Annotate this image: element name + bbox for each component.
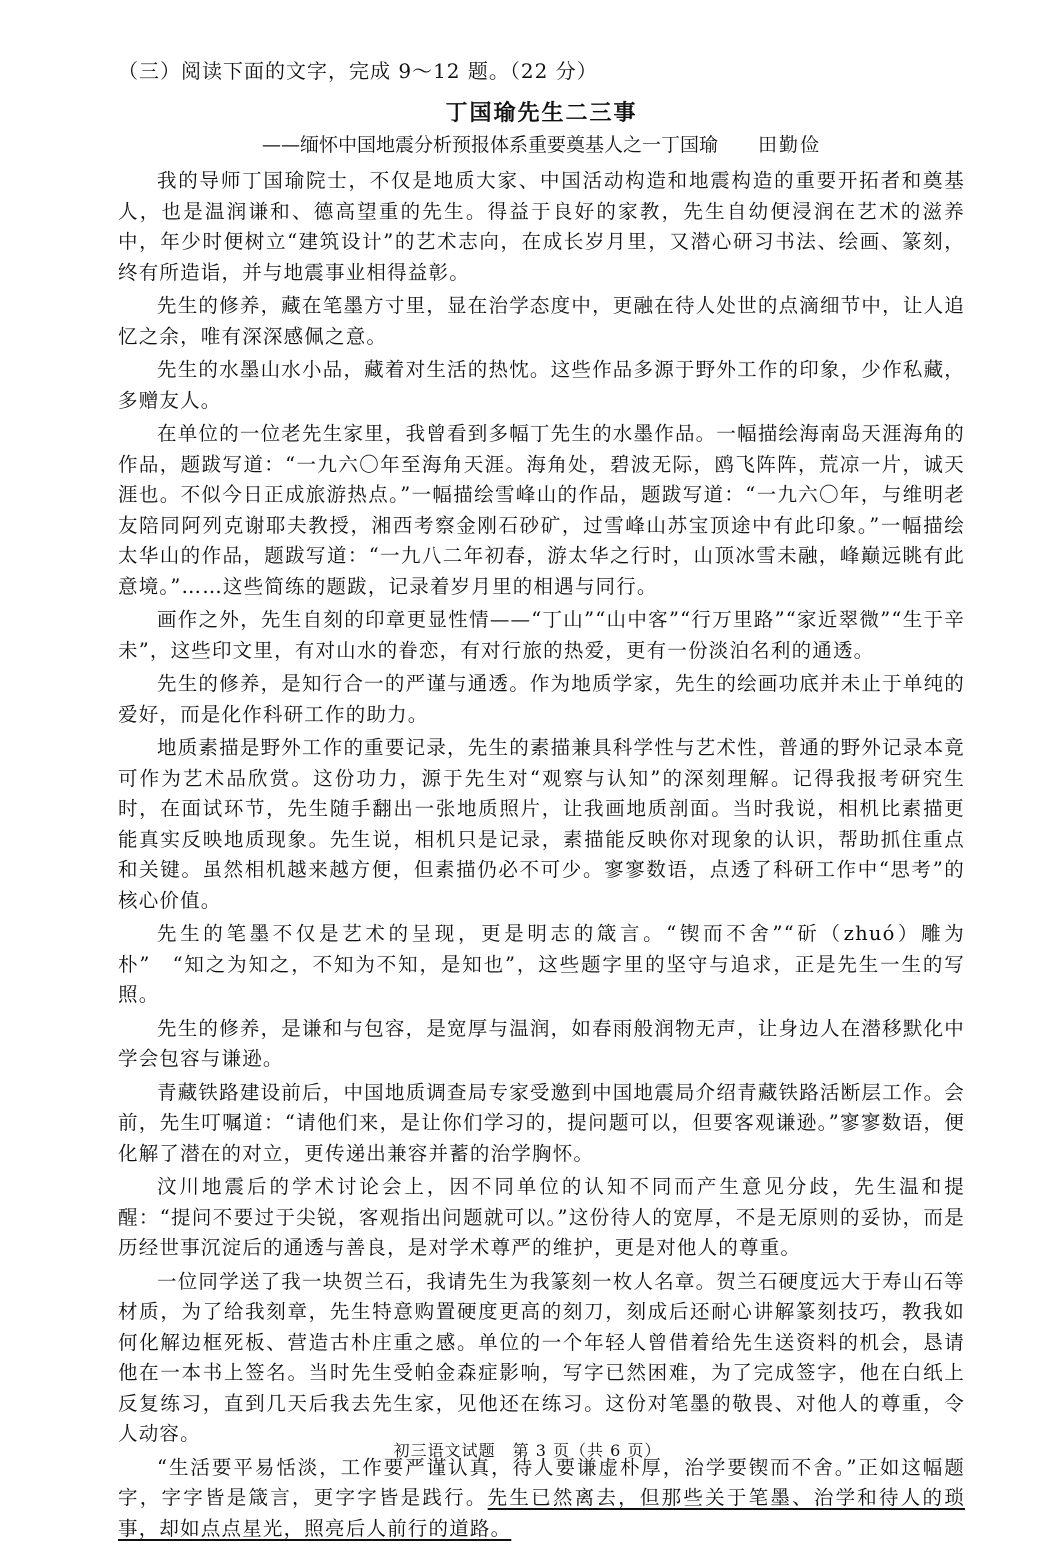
article-subtitle-row [118, 130, 965, 160]
page-footer: 初三语文试题 第 3 页（共 6 页） [0, 1438, 1055, 1461]
paragraph-3: 先生的水墨山水小品，藏着对生活的热忱。这些作品多源于野外工作的印象，少作私藏，多赠友人。 [118, 355, 965, 416]
underlined-sentence: 先生已然离去，但那些关于笔墨、治学和待人的琐事，却如点点星光，照亮后人前行的道路。 [118, 1486, 965, 1540]
paragraph-9: 先生的修养，是谦和与包容，是宽厚与温润，如春雨般润物无声，让身边人在潜移默化中学会包容与谦逊。 [118, 1014, 965, 1075]
paragraph-12: 一位同学送了我一块贺兰石，我请先生为我篆刻一枚人名章。贺兰石硬度远大于寿山石等材质，为了给我刻章，先生特意购置硬度更高的刻刀，刻成后还耐心讲解篆刻技巧，教我如何化解边框死板、营造古朴庄重之感。单位的一个年轻人曾借着给先生送资料的机会，恳请他在一本书上签名。当时先生受帕金森症影响，写字已然困难，为了完成签字，他在白纸上反复练习，直到几天后我去先生家，见他还在练习。这份对笔墨的敬畏、对他人的尊重，令人动容。 [118, 1267, 965, 1450]
article-title: 丁国瑜先生二三事 [118, 98, 965, 128]
paragraph-8: 先生的笔墨不仅是艺术的呈现，更是明志的箴言。“锲而不舍”“斫（zhuó）雕为朴” “知之为知之，不知为不知，是知也”，这些题字里的坚守与追求，正是先生一生的写照。 [118, 919, 965, 1011]
paragraph-2: 先生的修养，藏在笔墨方寸里，显在治学态度中，更融在待人处世的点滴细节中，让人追忆之余，唯有深深感佩之意。 [118, 291, 965, 352]
paragraph-6: 先生的修养，是知行合一的严谨与通透。作为地质学家，先生的绘画功底并未止于单纯的爱好，而是化作科研工作的助力。 [118, 669, 965, 730]
final-paragraph-text: “生活要平易恬淡，工作要严谨认真，待人要谦虚朴厚，治学要锲而不舍。”正如这幅题字，字字皆是箴言，更字字皆是践行。 [118, 1456, 965, 1510]
article-body [118, 166, 965, 1544]
paragraph-4: 在单位的一位老先生家里，我曾看到多幅丁先生的水墨作品。一幅描绘海南岛天涯海角的作品，题跋写道：“一九六〇年至海角天涯。海角处，碧波无际，鸥飞阵阵，荒凉一片，诚天涯也。不似今日正成旅游热点。”一幅描绘雪峰山的作品，题跋写道：“一九六〇年，与维明老友陪同阿列克谢耶夫教授，湘西考察金刚石砂矿，过雪峰山苏宝顶途中有此印象。”一幅描绘太华山的作品，题跋写道：“一九八二年初春，游太华之行时，山顶冰雪未融，峰巅远眺有此意境。”……这些简练的题跋，记录着岁月里的相遇与同行。 [118, 419, 965, 602]
paragraph-final [118, 1453, 965, 1544]
paragraph-5: 画作之外，先生自刻的印章更显性情——“丁山”“山中客”“行万里路”“家近翠微”“生于辛未”，这些印文里，有对山水的眷恋，有对行旅的热爱，更有一份淡泊名利的通透。 [118, 605, 965, 666]
paragraph-11: 汶川地震后的学术讨论会上，因不同单位的认知不同而产生意见分歧，先生温和提醒：“提问不要过于尖锐，客观指出问题就可以。”这份待人的宽厚，不是无原则的妥协，而是历经世事沉淀后的通透与善良，是对学术尊严的维护，更是对他人的尊重。 [118, 1172, 965, 1264]
section-heading: （三）阅读下面的文字，完成 9～12 题。（22 分） [118, 56, 965, 86]
paragraph-7: 地质素描是野外工作的重要记录，先生的素描兼具科学性与艺术性，普通的野外记录本竟可作为艺术品欣赏。这份功力，源于先生对“观察与认知”的深刻理解。记得我报考研究生时，在面试环节，先生随手翻出一张地质照片，让我画地质剖面。当时我说，相机比素描更能真实反映地质现象。先生说，相机只是记录，素描能反映你对现象的认识，帮助抓住重点和关键。虽然相机越来越方便，但素描仍必不可少。寥寥数语，点透了科研工作中“思考”的核心价值。 [118, 733, 965, 916]
paragraph-1: 我的导师丁国瑜院士，不仅是地质大家、中国活动构造和地震构造的重要开拓者和奠基人，也是温润谦和、德高望重的先生。得益于良好的家教，先生自幼便浸润在艺术的滋养中，年少时便树立“建筑设计”的艺术志向，在成长岁月里，又潜心研习书法、绘画、篆刻，终有所造诣，并与地震事业相得益彰。 [118, 166, 965, 288]
article-subtitle: ——缅怀中国地震分析预报体系重要奠基人之一丁国瑜 [262, 130, 718, 160]
paragraph-10: 青藏铁路建设前后，中国地质调查局专家受邀到中国地震局介绍青藏铁路活断层工作。会前，先生叮嘱道：“请他们来，是让你们学习的，提问题可以，但要客观谦逊。”寥寥数语，便化解了潜在的对立，更传递出兼容并蓄的治学胸怀。 [118, 1078, 965, 1170]
article-author: 田勤俭 [758, 130, 821, 160]
